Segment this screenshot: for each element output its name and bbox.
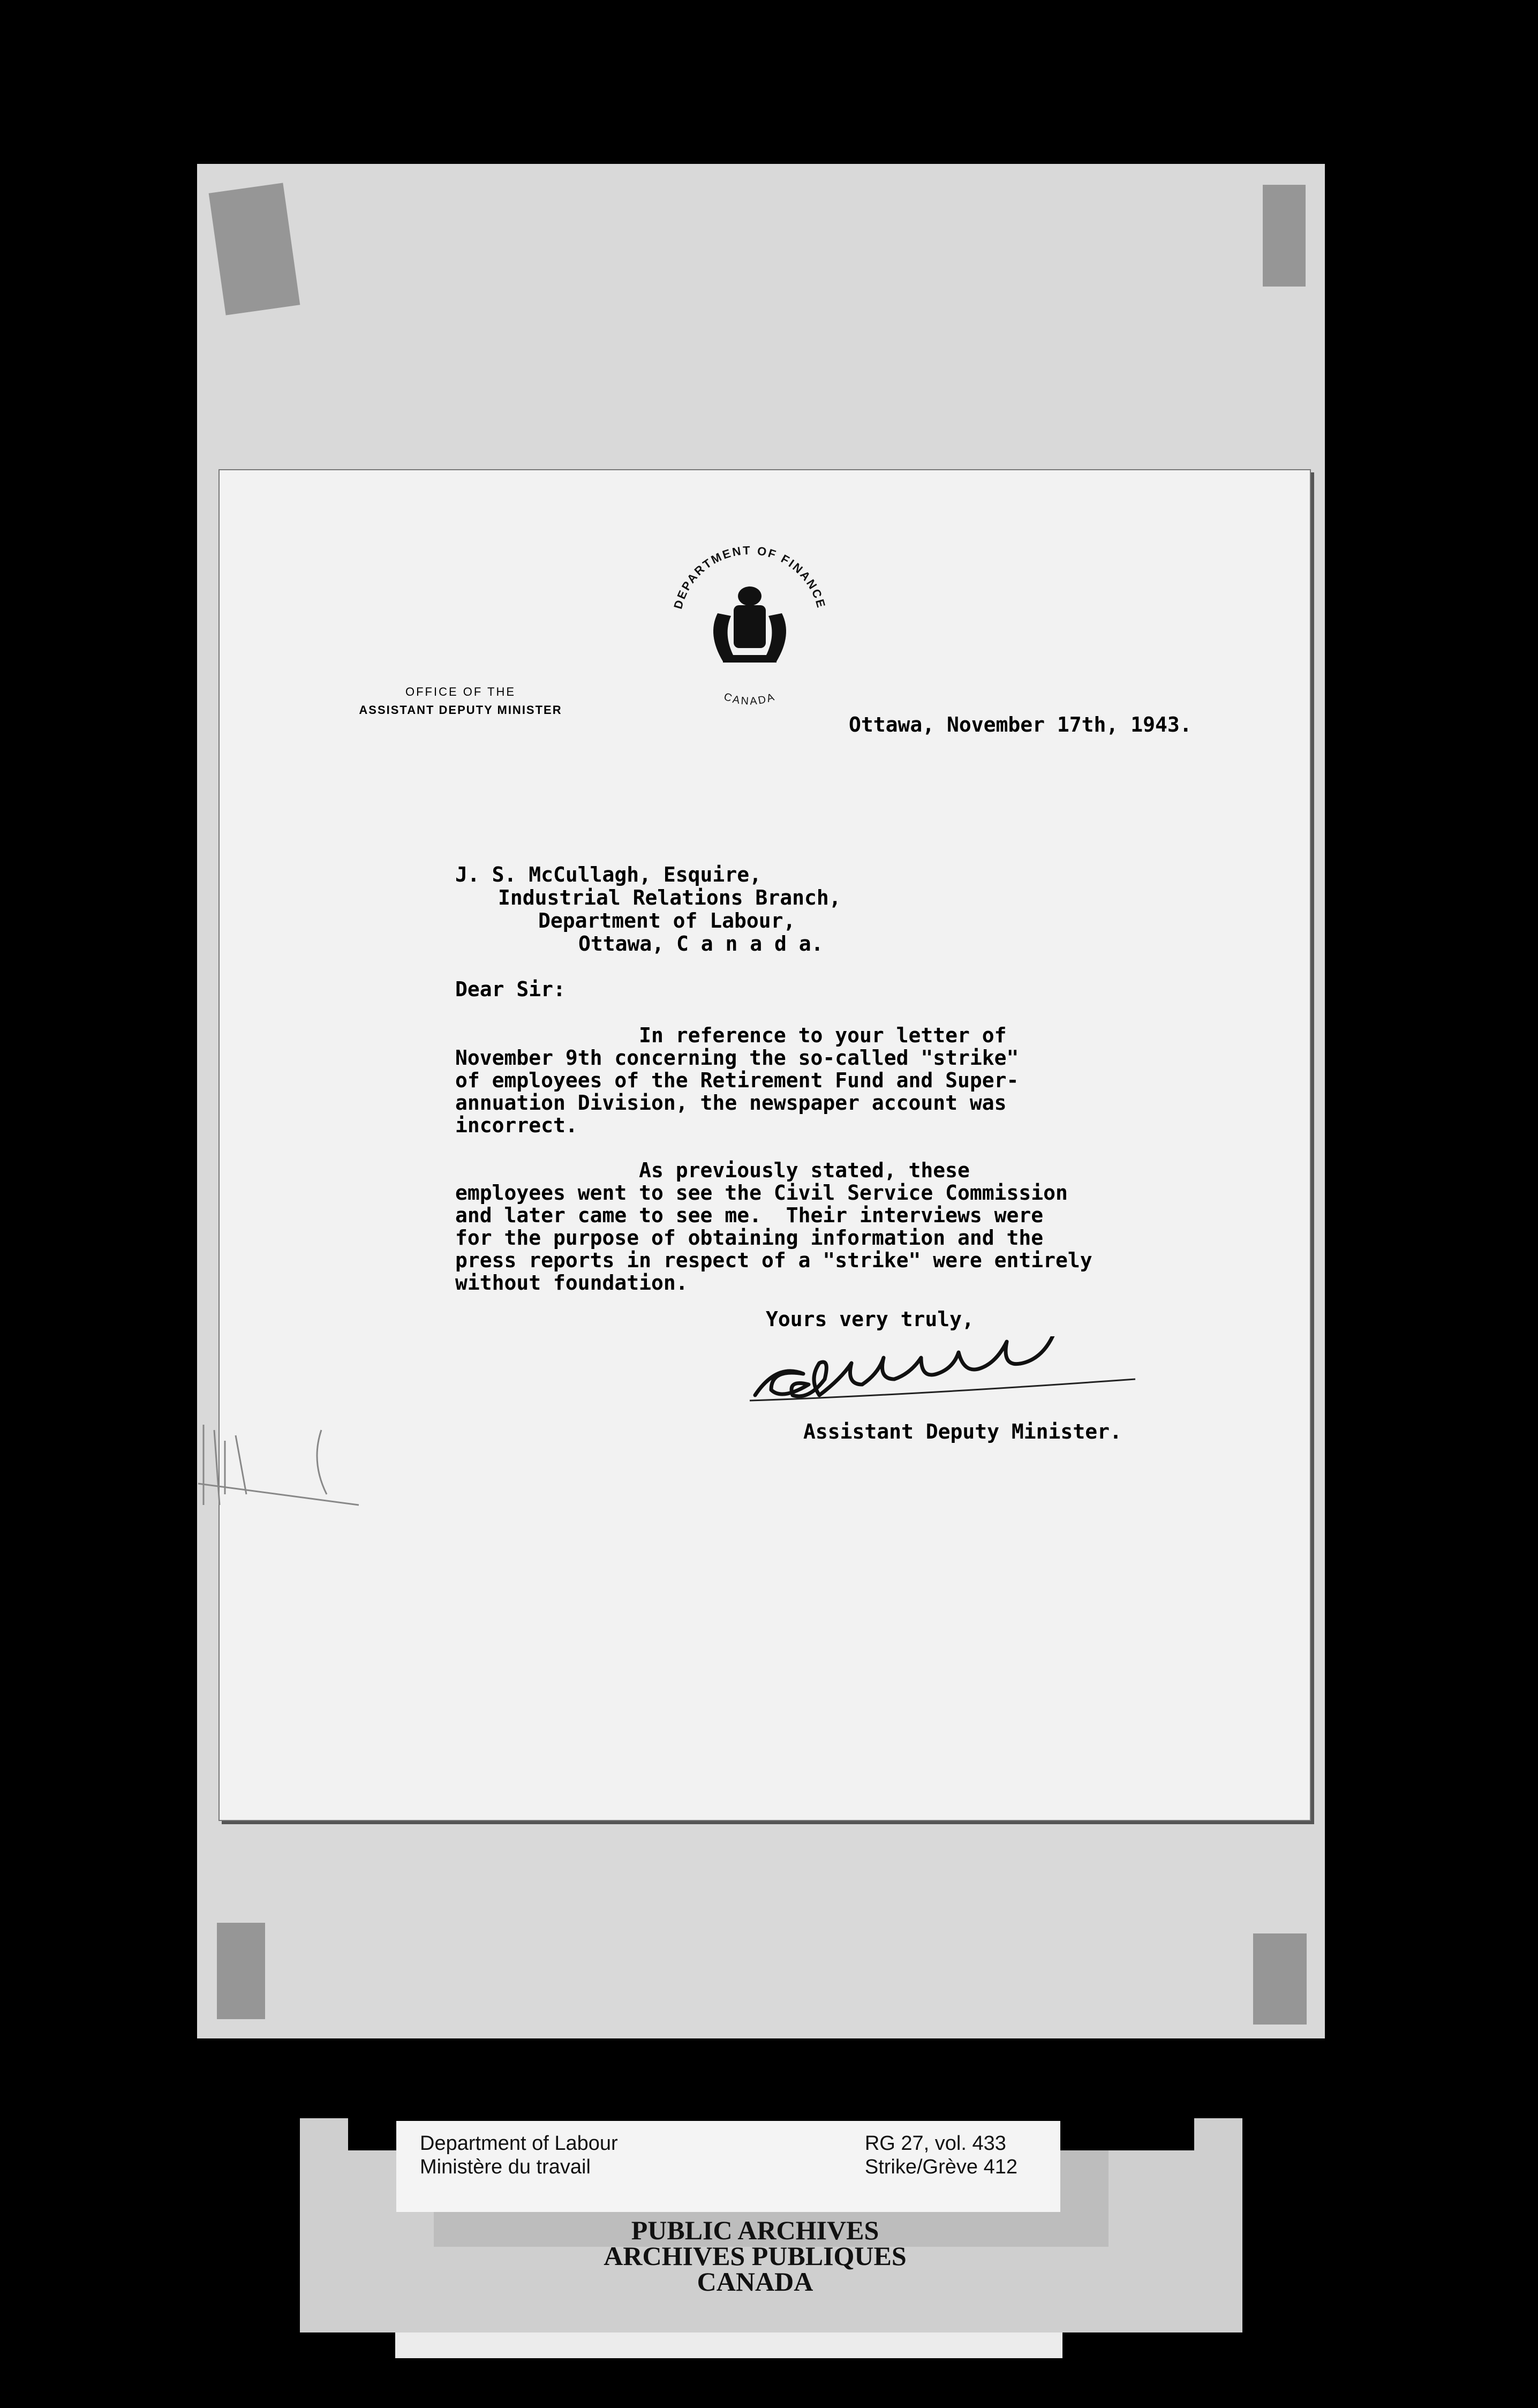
paragraph-line: incorrect. bbox=[455, 1113, 578, 1137]
paragraph-line: As previously stated, these bbox=[455, 1158, 970, 1182]
paragraph-line: without foundation. bbox=[455, 1271, 688, 1295]
office-line-1: OFFICE OF THE bbox=[405, 685, 516, 698]
faint-pencil-marks bbox=[193, 1419, 375, 1516]
label-department-fr: Ministère du travail bbox=[420, 2156, 591, 2178]
address-line-2: Industrial Relations Branch, bbox=[498, 886, 841, 909]
tape-bottom-right bbox=[1253, 1933, 1307, 2025]
seal-ring-text-top: DEPARTMENT OF FINANCE bbox=[671, 543, 828, 611]
stamp-line-2: ARCHIVES PUBLIQUES bbox=[604, 2241, 907, 2271]
salutation: Dear Sir: bbox=[455, 977, 566, 1001]
letter-date: Ottawa, November 17th, 1943. bbox=[849, 713, 1192, 736]
closing: Yours very truly, bbox=[766, 1307, 974, 1331]
public-archives-stamp bbox=[407, 2217, 1103, 2324]
paragraph-line: annuation Division, the newspaper account was bbox=[455, 1091, 1007, 1115]
paragraph-line: and later came to see me. Their interviews were bbox=[455, 1203, 1044, 1227]
handwritten-signature bbox=[739, 1336, 1167, 1417]
body-paragraph-1 bbox=[455, 1024, 1019, 1137]
label-record-group: RG 27, vol. 433 bbox=[864, 2132, 1006, 2155]
signature-title: Assistant Deputy Minister. bbox=[803, 1420, 1122, 1443]
stamp-line-3: CANADA bbox=[697, 2267, 813, 2297]
label-department-en: Department of Labour bbox=[420, 2132, 618, 2155]
archive-reference-label bbox=[396, 2121, 1060, 2212]
address-line-1: J. S. McCullagh, Esquire, bbox=[455, 863, 762, 886]
paragraph-line: press reports in respect of a "strike" were entirely bbox=[455, 1248, 1092, 1272]
paragraph-line: In reference to your letter of bbox=[455, 1024, 1007, 1047]
label-right bbox=[865, 2132, 1017, 2179]
seal-ring-text-bottom: CANADA bbox=[722, 690, 778, 708]
paragraph-line: for the purpose of obtaining information and the bbox=[455, 1226, 1044, 1250]
department-seal-icon bbox=[653, 533, 846, 710]
tape-top-right bbox=[1263, 185, 1306, 287]
office-line-2: ASSISTANT DEPUTY MINISTER bbox=[359, 703, 562, 717]
coat-of-arms-icon bbox=[713, 586, 786, 663]
svg-text:CANADA bbox=[722, 691, 777, 708]
paragraph-line: employees went to see the Civil Service Commission bbox=[455, 1181, 1068, 1205]
paragraph-line: of employees of the Retirement Fund and Super- bbox=[455, 1068, 1019, 1092]
stamp-line-1: PUBLIC ARCHIVES bbox=[631, 2215, 879, 2245]
body-paragraph-2 bbox=[455, 1159, 1092, 1294]
paragraph-line: November 9th concerning the so-called "strike" bbox=[455, 1046, 1019, 1070]
label-left bbox=[420, 2132, 618, 2179]
letterhead-office bbox=[332, 683, 589, 719]
address-line-4: Ottawa, C a n a d a. bbox=[578, 932, 824, 955]
label-strike-number: Strike/Grève 412 bbox=[864, 2156, 1017, 2178]
tape-bottom-left bbox=[217, 1923, 265, 2019]
label-bottom-strip bbox=[395, 2332, 1062, 2358]
address-line-3: Department of Labour, bbox=[538, 909, 796, 932]
